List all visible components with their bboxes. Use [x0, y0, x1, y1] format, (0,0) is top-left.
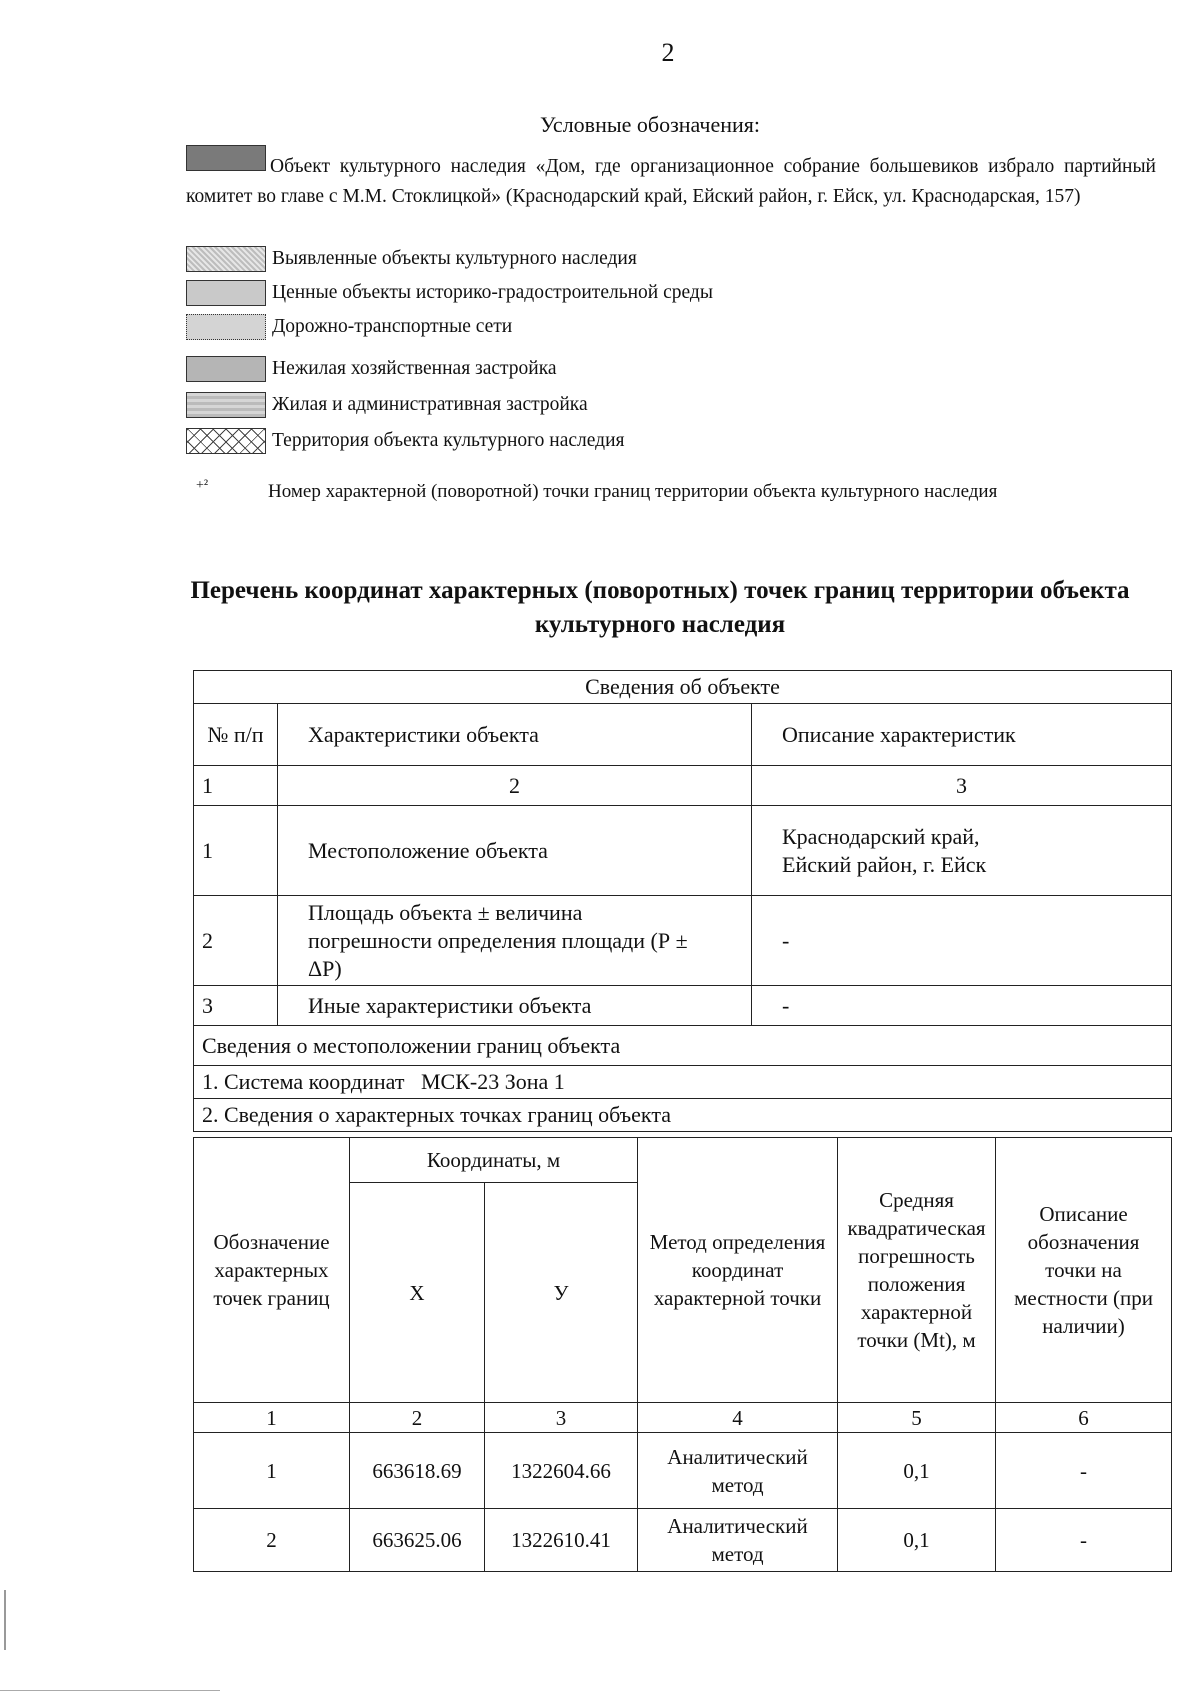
- header-method: Метод определения координат характерной точки: [638, 1138, 838, 1403]
- point-method: Аналитический метод: [638, 1433, 838, 1509]
- header-coordinates: Координаты, м: [350, 1138, 638, 1183]
- legend-item-road: Дорожно-транспортные сети: [272, 316, 513, 337]
- header-error: Средняя квадратическая погрешность положения характерной точки (Mt), м: [838, 1138, 996, 1403]
- object-info-caption: Сведения об объекте: [194, 671, 1172, 704]
- row-description: -: [752, 986, 1172, 1026]
- revealed-swatch-icon: [186, 246, 266, 272]
- nonresidential-swatch-icon: [186, 356, 266, 382]
- row-characteristic: Иные характеристики объекта: [278, 986, 752, 1026]
- point-x: 663618.69: [350, 1433, 485, 1509]
- table-row: [194, 1509, 1172, 1572]
- valuable-swatch-icon: [186, 280, 266, 306]
- point-number-icon: +²: [196, 478, 209, 493]
- legend-item-point-number: Номер характерной (поворотной) точки границ территории объекта культурного наследия: [268, 481, 998, 502]
- object-info-table: [193, 670, 1172, 1132]
- index-cell: 3: [752, 766, 1172, 806]
- page-number: 2: [661, 38, 675, 67]
- index-cell: 5: [838, 1403, 996, 1433]
- legend-item-revealed: Выявленные объекты культурного наследия: [272, 248, 637, 269]
- points-table: [193, 1137, 1172, 1572]
- index-cell: 1: [194, 1403, 350, 1433]
- index-cell: 6: [996, 1403, 1172, 1433]
- header-characteristics: Характеристики объекта: [278, 704, 752, 766]
- row-description: Краснодарский край, Ейский район, г. Ейск: [752, 806, 1172, 896]
- point-method: Аналитический метод: [638, 1509, 838, 1572]
- index-cell: 4: [638, 1403, 838, 1433]
- point-y: 1322604.66: [485, 1433, 638, 1509]
- table-row: [194, 806, 1172, 896]
- point-description: -: [996, 1509, 1172, 1572]
- row-number: 1: [194, 806, 278, 896]
- index-cell: 1: [194, 766, 278, 806]
- point-number: 2: [194, 1509, 350, 1572]
- row-number: 2: [194, 896, 278, 986]
- scan-edge-mark: [4, 1590, 6, 1650]
- header-description: Описание характеристик: [752, 704, 1172, 766]
- boundaries-caption: Сведения о местоположении границ объекта: [194, 1026, 1172, 1066]
- row-characteristic: Площадь объекта ± величина погрешности определения площади (Р ± ΔР): [278, 896, 752, 986]
- legend-item-territory: Территория объекта культурного наследия: [272, 430, 625, 451]
- territory-swatch-icon: [186, 428, 266, 454]
- legend-item-residential: Жилая и административная застройка: [272, 394, 588, 415]
- index-cell: 2: [278, 766, 752, 806]
- legend-item-object: [186, 152, 1156, 212]
- header-designation: Обозначение характерных точек границ: [194, 1138, 350, 1403]
- coordinate-system: 1. Система координат МСК-23 Зона 1: [194, 1066, 1172, 1099]
- point-description: -: [996, 1433, 1172, 1509]
- point-number: 1: [194, 1433, 350, 1509]
- table-row: [194, 986, 1172, 1026]
- page-heading: Перечень координат характерных (поворотных) точек границ территории объекта культурного наследия: [190, 577, 1130, 638]
- header-x: Х: [350, 1183, 485, 1403]
- legend-item-valuable: Ценные объекты историко-градостроительной среды: [272, 282, 713, 303]
- legend-item-nonresidential: Нежилая хозяйственная застройка: [272, 358, 557, 379]
- table-row: [194, 896, 1172, 986]
- index-cell: 3: [485, 1403, 638, 1433]
- legend-item-object-text: Объект культурного наследия «Дом, где организационное собрание большевиков избрало партийный комитет во главе с М.М. Стоклицкой» (Краснодарский край, Ейский район, г. Ейск, ул. Краснодарская, 157): [186, 156, 1156, 207]
- header-y: У: [485, 1183, 638, 1403]
- header-number: № п/п: [194, 704, 278, 766]
- table-row: [194, 1433, 1172, 1509]
- point-y: 1322610.41: [485, 1509, 638, 1572]
- road-swatch-icon: [186, 314, 266, 340]
- point-x: 663625.06: [350, 1509, 485, 1572]
- point-error: 0,1: [838, 1433, 996, 1509]
- row-characteristic: Местоположение объекта: [278, 806, 752, 896]
- residential-swatch-icon: [186, 392, 266, 418]
- points-caption: 2. Сведения о характерных точках границ объекта: [194, 1099, 1172, 1132]
- index-cell: 2: [350, 1403, 485, 1433]
- row-number: 3: [194, 986, 278, 1026]
- point-error: 0,1: [838, 1509, 996, 1572]
- scan-edge-line: [0, 1690, 220, 1691]
- header-point-description: Описание обозначения точки на местности (при наличии): [996, 1138, 1172, 1403]
- legend-title: Условные обозначения:: [540, 112, 761, 137]
- row-description: -: [752, 896, 1172, 986]
